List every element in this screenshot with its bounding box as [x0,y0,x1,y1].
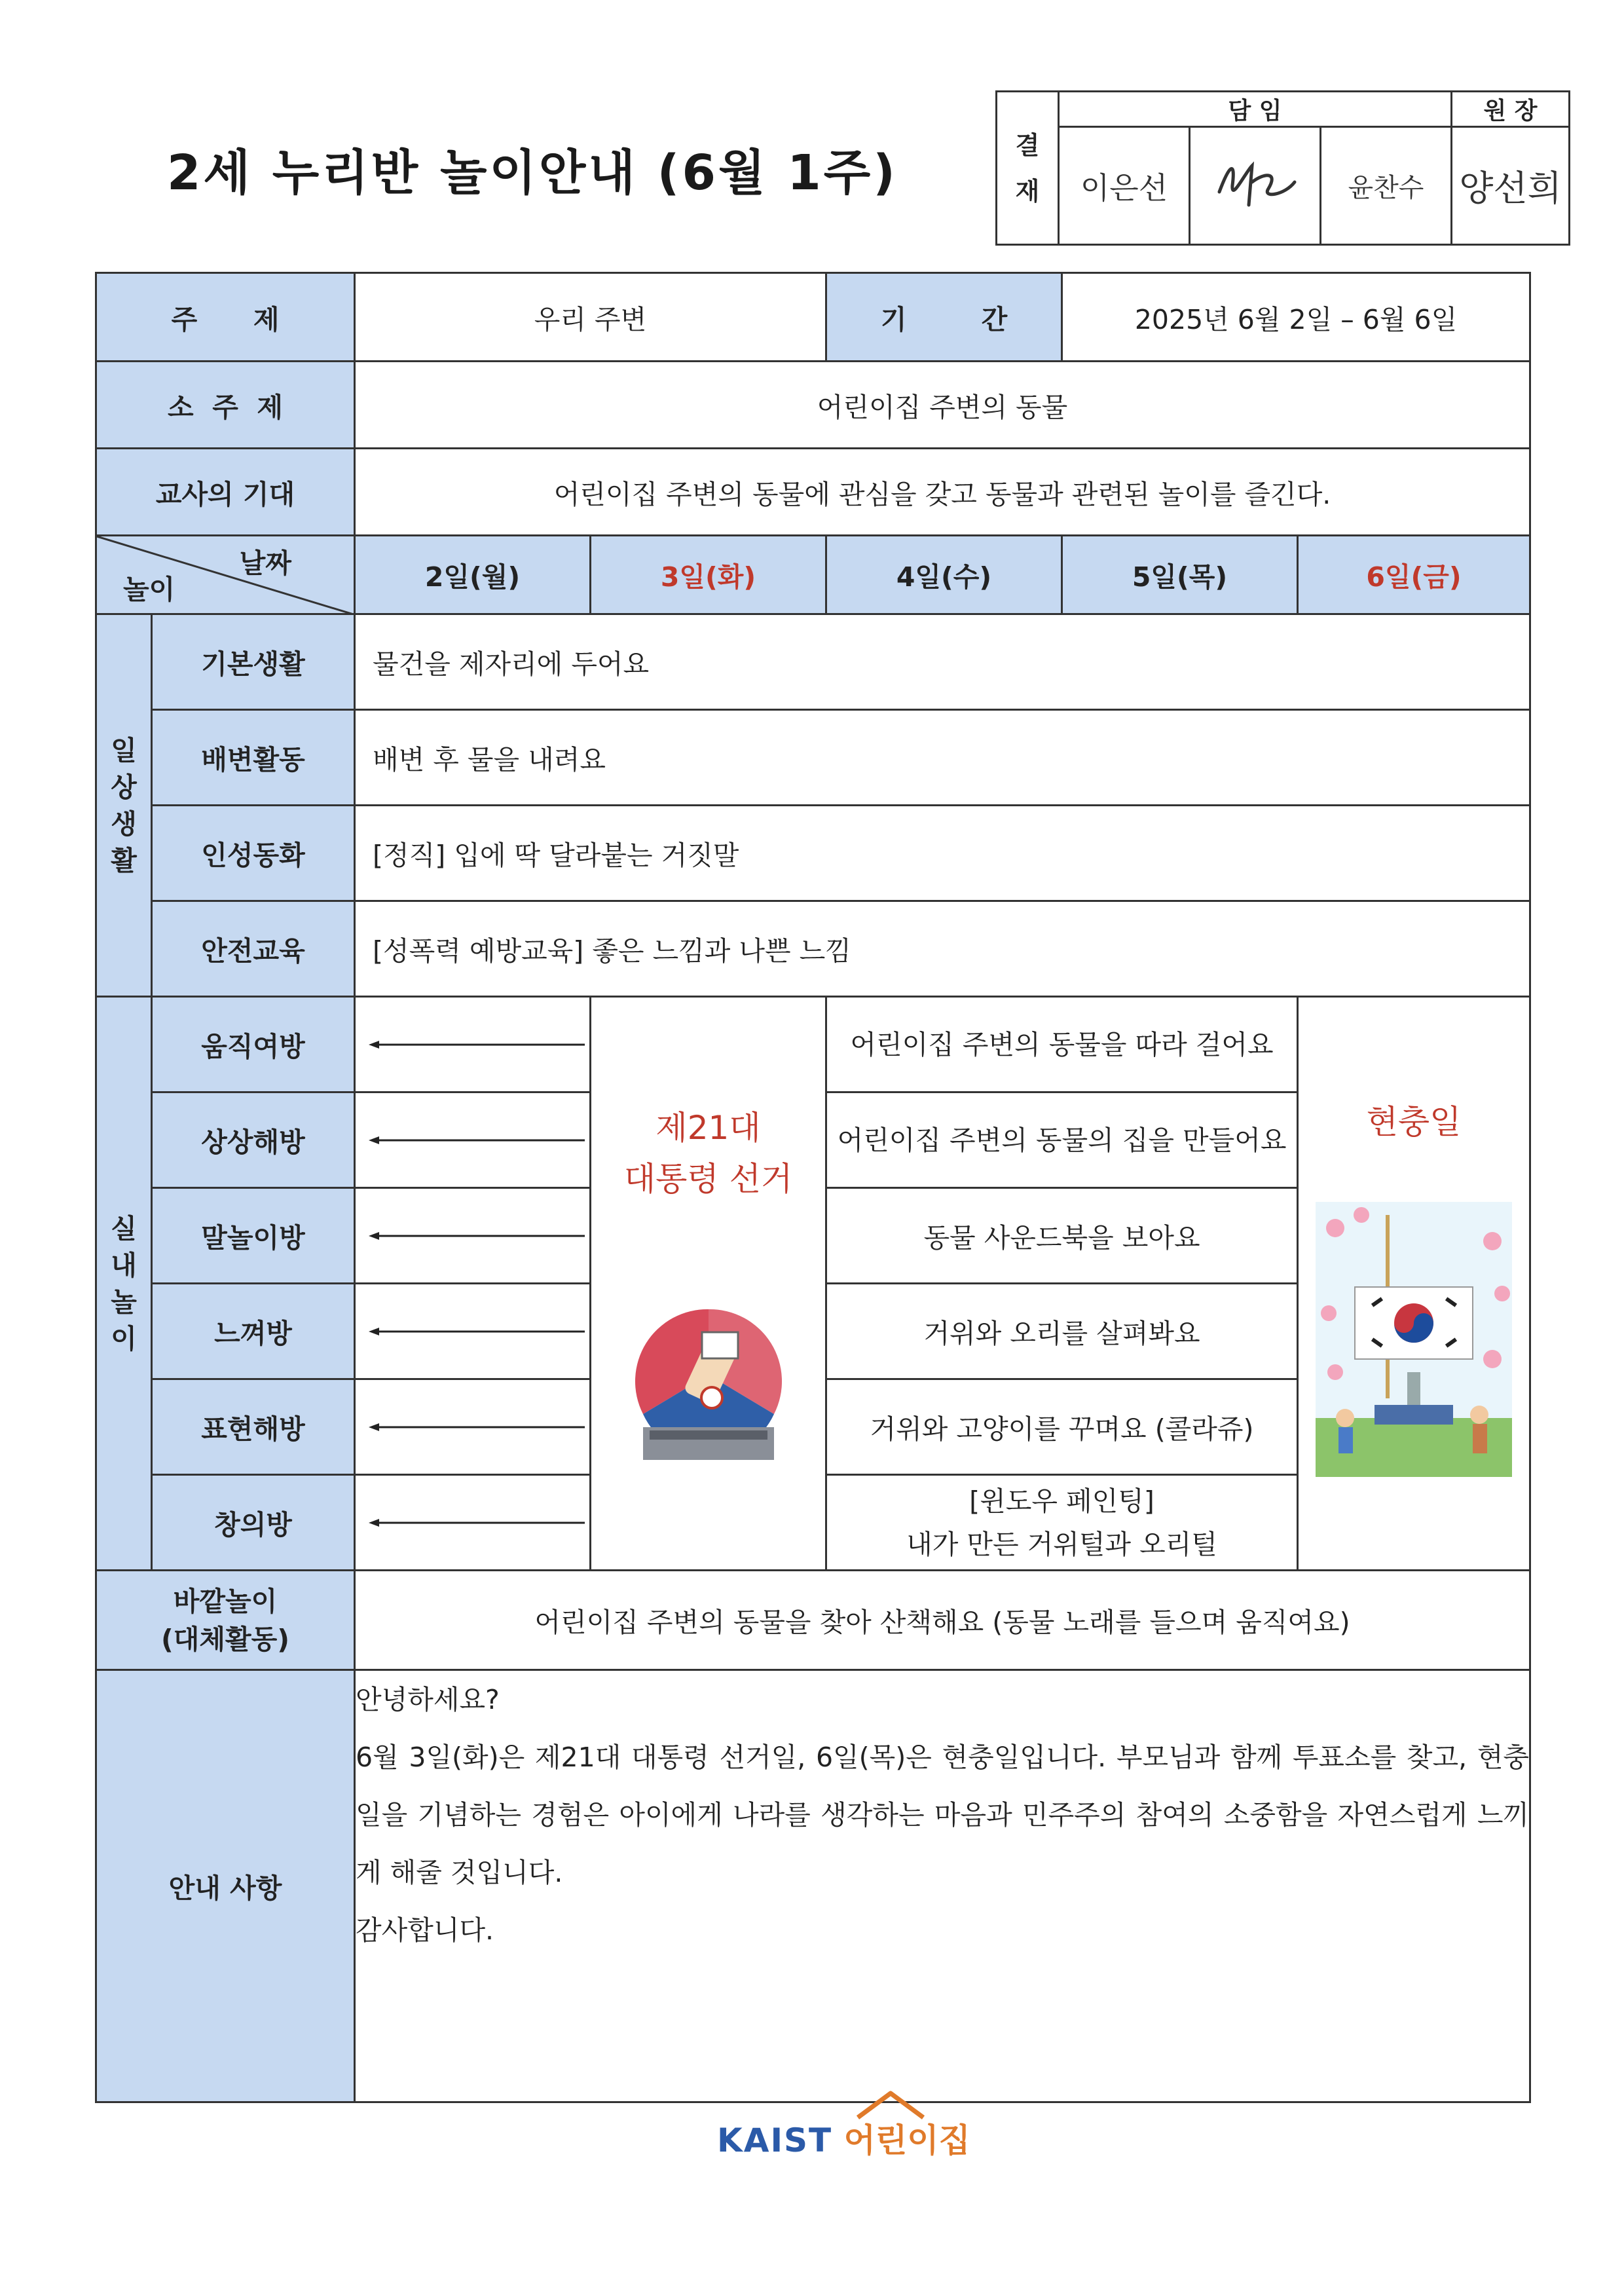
expect-value: 어린이집 주변의 동물에 관심을 갖고 동물과 관련된 놀이를 즐긴다. [355,449,1530,536]
arrow-cell [355,1092,591,1188]
arrow-left-icon [369,1421,591,1434]
expect-row [96,449,1530,536]
daily-label: 기본생활 [152,614,355,710]
notice-row [96,1670,1530,2102]
expect-label: 교사의 기대 [96,449,355,536]
indoor-label: 움직여방 [152,997,355,1092]
daily-row [96,901,1530,997]
kaist-logo [717,2114,970,2161]
approval-header-teacher: 담 임 [1059,92,1452,127]
arrow-left-icon [369,1038,591,1051]
arrow-cell [355,1188,591,1284]
arrow-left-icon [369,1134,591,1147]
notice-closing: 감사합니다. [356,1914,494,1946]
signature-scribble-icon [1206,146,1304,218]
signature-director: 양선희 [1452,127,1570,245]
signature-teacher-2 [1190,127,1321,245]
period-value: 2025년 6월 2일 – 6월 6일 [1062,273,1530,362]
ballot-box-icon [623,1296,794,1466]
daily-row [96,806,1530,901]
indoor-activity: 어린이집 주변의 동물을 따라 걸어요 [826,997,1298,1092]
day-header-mon: 2일(월) [355,536,591,614]
daily-group-text: 일 상 생 활 [111,734,137,876]
arrow-left-icon [369,1325,591,1338]
daily-value: 배변 후 물을 내려요 [355,710,1530,806]
indoor-activity: [윈도우 페인팅] 내가 만든 거위털과 오리털 [826,1475,1298,1571]
daily-row [96,710,1530,806]
theme-row [96,273,1530,362]
indoor-activity: 동물 사운드북을 보아요 [826,1188,1298,1284]
outdoor-label: 바깥놀이 (대체활동) [96,1571,355,1670]
memorial-flag-icon [1316,1202,1512,1477]
indoor-label: 표현해방 [152,1379,355,1475]
day-header-fri: 6일(금) [1298,536,1530,614]
arrow-cell [355,997,591,1092]
signature-teacher-1: 이은선 [1059,127,1190,245]
theme-label: 주 제 [96,273,355,362]
subtheme-value: 어린이집 주변의 동물 [355,362,1530,449]
indoor-label: 창의방 [152,1475,355,1571]
day-header-thu: 5일(목) [1062,536,1298,614]
indoor-activity: 어린이집 주변의 동물의 집을 만들어요 [826,1092,1298,1188]
indoor-activity: 거위와 오리를 살펴봐요 [826,1284,1298,1379]
house-roof-icon [851,2088,930,2121]
day-header-wed: 4일(수) [826,536,1062,614]
notice-greeting: 안녕하세요? [356,1684,500,1715]
daily-label: 인성동화 [152,806,355,901]
daily-label: 배변활동 [152,710,355,806]
daily-value: [정직] 입에 딱 달라붙는 거짓말 [355,806,1530,901]
logo-kr-text: 어린이집 [843,2121,970,2159]
subtheme-row [96,362,1530,449]
arrow-cell [355,1379,591,1475]
arrow-cell [355,1475,591,1571]
daily-label: 안전교육 [152,901,355,997]
indoor-label: 느껴방 [152,1284,355,1379]
date-label: 날짜 [239,548,292,579]
page-title: 2세 누리반 놀이안내 (6월 1주) [167,145,898,201]
play-label: 놀이 [123,574,175,605]
approval-box [995,90,1570,246]
signature-teacher-3: 윤찬수 [1321,127,1452,245]
indoor-activity: 거위와 고양이를 꾸며요 (콜라쥬) [826,1379,1298,1475]
arrow-cell [355,1284,591,1379]
daily-value: 물건을 제자리에 두어요 [355,614,1530,710]
arrow-left-icon [369,1229,591,1242]
approval-header-director: 원 장 [1452,92,1570,127]
election-text: 제21대 대통령 선거 [623,1109,793,1198]
subtheme-label: 소 주 제 [96,362,355,449]
day-header-row [96,536,1530,614]
theme-value: 우리 주변 [355,273,826,362]
memorial-text: 현충일 [1366,1103,1462,1141]
logo-kaist-text: KAIST [717,2121,833,2159]
indoor-label: 상상해방 [152,1092,355,1188]
approval-side-label: 결 재 [997,92,1059,245]
daily-value: [성폭력 예방교육] 좋은 느낌과 나쁜 느낌 [355,901,1530,997]
indoor-group-text: 실 내 놀 이 [111,1212,137,1354]
outdoor-value: 어린이집 주변의 동물을 찾아 산책해요 (동물 노래를 들으며 움직여요) [355,1571,1530,1670]
daily-row [96,614,1530,710]
notice-label: 안내 사항 [96,1670,355,2102]
indoor-group-label [96,997,152,1571]
day-header-tue: 3일(화) [591,536,826,614]
indoor-row [96,997,1530,1092]
election-cell [591,997,826,1571]
outdoor-row [96,1571,1530,1670]
arrow-left-icon [369,1516,591,1529]
notice-text: 6월 3일(화)은 제21대 대통령 선거일, 6일(목)은 현충일입니다. 부모님과 함께 투표소를 찾고, 현충일을 기념하는 경험은 아이에게 나라를 생각하는 마음과 민주주의 참여의 소중함을 자연스럽게 느끼게 해줄 것입니다. [356,1742,1530,1888]
memorial-cell [1298,997,1530,1571]
plan-table [95,272,1531,2103]
daily-group-label [96,614,152,997]
period-label: 기 간 [826,273,1062,362]
indoor-label: 말놀이방 [152,1188,355,1284]
notice-body [355,1670,1530,2102]
date-play-corner [96,536,355,614]
